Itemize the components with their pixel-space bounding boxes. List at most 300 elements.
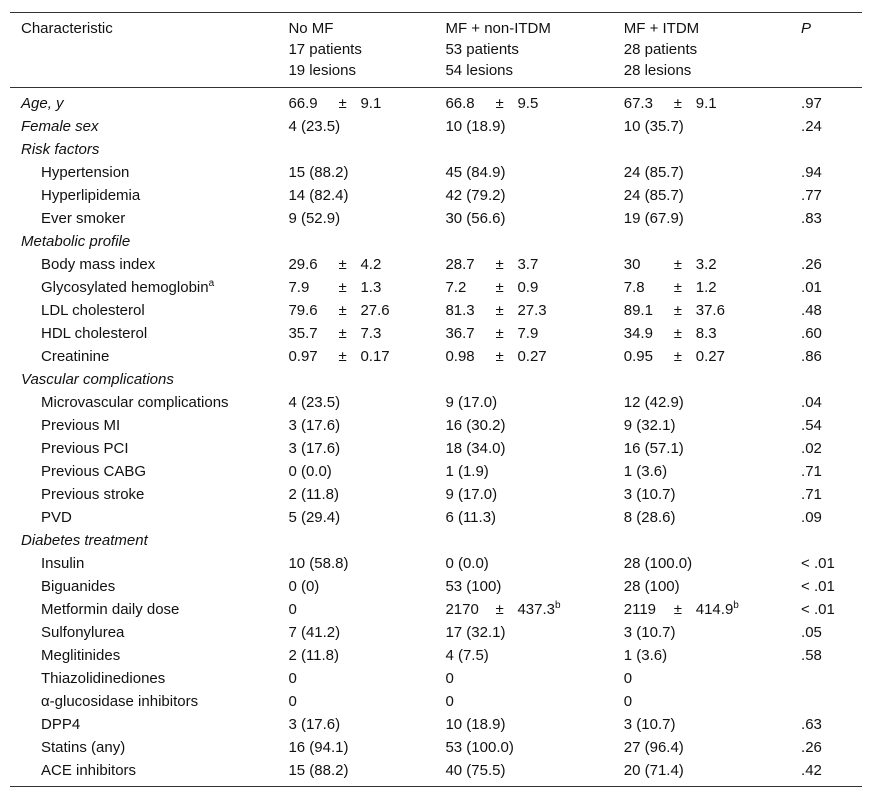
sd-value: 414.9: [695, 601, 734, 618]
value-cell: 3 (17.6): [288, 716, 341, 733]
mean-sd-value: [445, 92, 538, 115]
mean-value: 81.3: [445, 302, 475, 319]
value-cell: [434, 253, 612, 276]
label-text: Risk factors: [21, 141, 100, 158]
value-cell: 3 (10.7): [623, 716, 676, 733]
group-name: MF + ITDM: [623, 20, 700, 37]
table-row: [10, 345, 862, 368]
row-label: [10, 276, 277, 299]
p-value-cell: [790, 690, 862, 713]
sd-value: 9.1: [695, 95, 717, 112]
table-row: [10, 621, 862, 644]
value-cell: [613, 230, 790, 253]
label-text: Biguanides: [41, 578, 116, 595]
value-cell: [434, 230, 612, 253]
value-cell: [613, 529, 790, 552]
mean-sd-value: [624, 598, 739, 621]
sd-value: 27.3: [517, 302, 547, 319]
label-text: Age, y: [21, 95, 64, 112]
table-row: [10, 736, 862, 759]
row-label: [10, 207, 277, 230]
row-label: [10, 299, 277, 322]
value-cell: [434, 529, 612, 552]
value-cell: 27 (96.4): [623, 739, 684, 756]
mean-sd-value: [624, 253, 717, 276]
row-label: [10, 253, 277, 276]
value-cell: 0: [288, 670, 297, 687]
value-cell: [613, 276, 790, 299]
group-name: MF + non-ITDM: [445, 20, 551, 37]
table-row: [10, 598, 862, 621]
value-cell: [277, 230, 434, 253]
p-value-cell: .26: [801, 739, 822, 756]
table-row: [10, 690, 862, 713]
footnote-marker: b: [733, 600, 739, 611]
p-value-cell: < .01: [801, 555, 835, 572]
plus-minus-symbol: ±: [338, 279, 347, 296]
label-text: Previous CABG: [41, 463, 147, 480]
p-value-cell: .58: [801, 647, 822, 664]
sd-value: 8.3: [695, 325, 717, 342]
row-label: [10, 575, 277, 598]
mean-value: 36.7: [445, 325, 475, 342]
header-group-no-mf: [277, 13, 434, 88]
value-cell: 0: [445, 693, 454, 710]
plus-minus-symbol: ±: [673, 302, 682, 319]
row-label: [10, 460, 277, 483]
value-cell: 30 (56.6): [445, 210, 506, 227]
plus-minus-symbol: ±: [495, 325, 504, 342]
plus-minus-symbol: ±: [673, 601, 682, 618]
section-label: [10, 138, 277, 161]
label-text: Sulfonylurea: [41, 624, 125, 641]
value-cell: [277, 322, 434, 345]
label-text: PVD: [41, 509, 72, 526]
value-cell: 0: [445, 670, 454, 687]
mean-sd-value: [288, 92, 381, 115]
mean-sd-value: [288, 345, 389, 368]
value-cell: [613, 299, 790, 322]
p-value-cell: [790, 368, 862, 391]
table-row: [10, 667, 862, 690]
label-text: Diabetes treatment: [21, 532, 148, 549]
value-cell: 24 (85.7): [623, 187, 684, 204]
mean-value: 35.7: [288, 325, 318, 342]
value-cell: 9 (32.1): [623, 417, 676, 434]
label-text: ACE inhibitors: [41, 762, 137, 779]
row-label: [10, 667, 277, 690]
table-row: [10, 414, 862, 437]
mean-sd-value: [445, 253, 538, 276]
mean-value: 79.6: [288, 302, 318, 319]
value-cell: 3 (10.7): [623, 486, 676, 503]
mean-sd-value: [624, 276, 717, 299]
row-label: [10, 483, 277, 506]
row-label: [10, 713, 277, 736]
value-cell: 5 (29.4): [288, 509, 341, 526]
table-row: [10, 299, 862, 322]
value-cell: [613, 253, 790, 276]
table-row: [10, 483, 862, 506]
label-text: Previous stroke: [41, 486, 145, 503]
mean-value: 89.1: [623, 302, 653, 319]
value-cell: [434, 322, 612, 345]
table-row: [10, 184, 862, 207]
label-text: Statins (any): [41, 739, 126, 756]
mean-sd-value: [445, 276, 538, 299]
plus-minus-symbol: ±: [673, 325, 682, 342]
label-text: α-glucosidase inhibitors: [41, 693, 199, 710]
mean-sd-value: [445, 322, 538, 345]
value-cell: [434, 138, 612, 161]
value-cell: 15 (88.2): [288, 164, 349, 181]
p-value-cell: .05: [801, 624, 822, 641]
p-value-cell: .94: [801, 164, 822, 181]
section-label: [10, 88, 277, 116]
value-cell: 0 (0.0): [445, 555, 489, 572]
value-cell: 15 (88.2): [288, 762, 349, 779]
value-cell: 4 (23.5): [288, 118, 341, 135]
label-text: Hyperlipidemia: [41, 187, 141, 204]
value-cell: 6 (11.3): [445, 509, 497, 526]
value-cell: [277, 88, 434, 116]
mean-value: 34.9: [623, 325, 653, 342]
label-text: HDL cholesterol: [41, 325, 148, 342]
value-cell: 1 (3.6): [623, 647, 668, 664]
p-value-cell: [790, 138, 862, 161]
value-cell: [613, 345, 790, 368]
footnote-marker: b: [555, 600, 561, 611]
table-row: [10, 759, 862, 787]
p-value-cell: .04: [801, 394, 822, 411]
sd-value: 1.3: [360, 279, 382, 296]
sd-value: 7.3: [360, 325, 382, 342]
label-text: Microvascular complications: [41, 394, 229, 411]
plus-minus-symbol: ±: [495, 601, 504, 618]
plus-minus-symbol: ±: [673, 279, 682, 296]
value-cell: 2 (11.8): [288, 647, 340, 664]
p-value-cell: .63: [801, 716, 822, 733]
row-label: [10, 759, 277, 787]
value-cell: [434, 276, 612, 299]
value-cell: 4 (7.5): [445, 647, 489, 664]
label-text: Metformin daily dose: [41, 601, 180, 618]
mean-sd-value: [445, 345, 546, 368]
table-row: [10, 506, 862, 529]
label-text: Female sex: [21, 118, 99, 135]
row-label: [10, 391, 277, 414]
value-cell: 42 (79.2): [445, 187, 506, 204]
value-cell: 10 (58.8): [288, 555, 349, 572]
value-cell: 1 (1.9): [445, 463, 489, 480]
plus-minus-symbol: ±: [495, 95, 504, 112]
value-cell: 16 (57.1): [623, 440, 684, 457]
header-group-mf-itdm: [613, 13, 790, 88]
plus-minus-symbol: ±: [338, 348, 347, 365]
row-label: [10, 161, 277, 184]
row-label: [10, 322, 277, 345]
sd-value: 9.1: [360, 95, 382, 112]
row-label: [10, 690, 277, 713]
value-cell: 3 (17.6): [288, 417, 341, 434]
footnote-marker: a: [208, 278, 215, 289]
table-row: [10, 276, 862, 299]
row-label: [10, 184, 277, 207]
sd-value: 3.2: [695, 256, 717, 273]
mean-sd-value: [445, 299, 546, 322]
mean-sd-value: [445, 598, 560, 621]
mean-sd-value: [288, 276, 381, 299]
p-value-cell: .77: [801, 187, 822, 204]
label-text: Thiazolidinediones: [41, 670, 166, 687]
value-cell: 20 (71.4): [623, 762, 684, 779]
table-row: [10, 460, 862, 483]
plus-minus-symbol: ±: [495, 302, 504, 319]
label-text: Previous MI: [41, 417, 121, 434]
table-body: [10, 88, 862, 787]
p-value-cell: .83: [801, 210, 822, 227]
plus-minus-symbol: ±: [495, 279, 504, 296]
group-lesions: 54 lesions: [445, 62, 513, 79]
row-label: [10, 736, 277, 759]
value-cell: [613, 88, 790, 116]
value-cell: [277, 529, 434, 552]
group-lesions: 19 lesions: [288, 62, 356, 79]
value-cell: 12 (42.9): [623, 394, 684, 411]
group-patients: 28 patients: [623, 41, 698, 58]
value-cell: 2 (11.8): [288, 486, 340, 503]
row-label: [10, 621, 277, 644]
header-p-value: P: [801, 20, 812, 37]
value-cell: [277, 368, 434, 391]
value-cell: 18 (34.0): [445, 440, 506, 457]
label-text: Ever smoker: [41, 210, 126, 227]
value-cell: 19 (67.9): [623, 210, 684, 227]
plus-minus-symbol: ±: [495, 256, 504, 273]
group-patients: 53 patients: [445, 41, 519, 58]
value-cell: [277, 299, 434, 322]
plus-minus-symbol: ±: [673, 256, 682, 273]
value-cell: [277, 345, 434, 368]
row-label: [10, 598, 277, 621]
table-row: [10, 529, 862, 552]
sd-value: 37.6: [695, 302, 725, 319]
value-cell: 17 (32.1): [445, 624, 506, 641]
mean-value: 29.6: [288, 256, 318, 273]
mean-sd-value: [624, 345, 725, 368]
header-characteristic: Characteristic: [21, 20, 113, 37]
sd-value: 9.5: [517, 95, 539, 112]
value-cell: [613, 322, 790, 345]
value-cell: 53 (100.0): [445, 739, 514, 756]
section-label: [10, 230, 277, 253]
mean-sd-value: [288, 322, 381, 345]
value-cell: 0: [623, 670, 633, 687]
p-value-cell: .24: [801, 118, 822, 135]
plus-minus-symbol: ±: [338, 95, 347, 112]
table-row: [10, 88, 862, 116]
value-cell: 9 (17.0): [445, 394, 498, 411]
mean-value: 2170: [445, 601, 479, 618]
value-cell: 9 (52.9): [288, 210, 341, 227]
label-text: DPP4: [41, 716, 81, 733]
value-cell: [434, 598, 612, 621]
label-text: Insulin: [41, 555, 85, 572]
value-cell: 1 (3.6): [623, 463, 668, 480]
value-cell: [277, 253, 434, 276]
table-row: [10, 253, 862, 276]
value-cell: [434, 299, 612, 322]
mean-value: 30: [623, 256, 641, 273]
value-cell: 4 (23.5): [288, 394, 341, 411]
value-cell: 10 (18.9): [445, 118, 506, 135]
label-text: Vascular complications: [21, 371, 174, 388]
label-text: Meglitinides: [41, 647, 121, 664]
table-row: [10, 138, 862, 161]
mean-sd-value: [624, 92, 717, 115]
section-label: [10, 529, 277, 552]
sd-value: 0.9: [517, 279, 539, 296]
table-row: [10, 322, 862, 345]
p-value-cell: .09: [801, 509, 822, 526]
mean-value: 7.2: [445, 279, 467, 296]
row-label: [10, 414, 277, 437]
sd-value: 7.9: [517, 325, 539, 342]
p-value-cell: .60: [801, 325, 822, 342]
header-row: [10, 13, 862, 88]
table-row: [10, 161, 862, 184]
p-value-cell: < .01: [801, 601, 835, 618]
sd-value: 0.27: [695, 348, 725, 365]
value-cell: 45 (84.9): [445, 164, 506, 181]
value-cell: [434, 88, 612, 116]
sd-value: 0.27: [517, 348, 547, 365]
p-value-cell: .54: [801, 417, 822, 434]
value-cell: 16 (94.1): [288, 739, 349, 756]
p-value-cell: .42: [801, 762, 822, 779]
value-cell: 0: [288, 601, 297, 618]
group-name: No MF: [288, 20, 334, 37]
label-text: Metabolic profile: [21, 233, 131, 250]
value-cell: 10 (35.7): [623, 118, 684, 135]
sd-value: 4.2: [360, 256, 382, 273]
table-row: [10, 230, 862, 253]
value-cell: 28 (100.0): [623, 555, 693, 572]
value-cell: 0 (0.0): [288, 463, 332, 480]
mean-value: 66.9: [288, 95, 318, 112]
value-cell: 0: [288, 693, 297, 710]
table-row: [10, 207, 862, 230]
plus-minus-symbol: ±: [338, 302, 347, 319]
sd-value: 3.7: [517, 256, 539, 273]
value-cell: [613, 368, 790, 391]
p-value-cell: [790, 230, 862, 253]
value-cell: 9 (17.0): [445, 486, 498, 503]
p-value-cell: .26: [801, 256, 822, 273]
value-cell: [434, 368, 612, 391]
sd-value: 27.6: [360, 302, 390, 319]
mean-value: 0.95: [623, 348, 653, 365]
p-value-cell: [790, 529, 862, 552]
label-text: Glycosylated hemoglobin: [41, 279, 209, 296]
table-header: [10, 13, 862, 88]
row-label: [10, 345, 277, 368]
mean-value: 2119: [623, 601, 657, 618]
table-row: [10, 391, 862, 414]
value-cell: 8 (28.6): [623, 509, 676, 526]
mean-value: 0.97: [288, 348, 318, 365]
value-cell: [613, 138, 790, 161]
value-cell: 16 (30.2): [445, 417, 506, 434]
plus-minus-symbol: ±: [673, 348, 682, 365]
mean-value: 0.98: [445, 348, 475, 365]
mean-value: 7.8: [623, 279, 645, 296]
mean-value: 28.7: [445, 256, 475, 273]
p-value-cell: .71: [801, 486, 822, 503]
label-text: Creatinine: [41, 348, 110, 365]
value-cell: 3 (10.7): [623, 624, 676, 641]
p-value-cell: .01: [801, 279, 822, 296]
mean-value: 66.8: [445, 95, 475, 112]
characteristics-table: [10, 12, 862, 787]
table-row: [10, 115, 862, 138]
mean-value: 67.3: [623, 95, 653, 112]
p-value-cell: .71: [801, 463, 822, 480]
plus-minus-symbol: ±: [338, 256, 347, 273]
table-row: [10, 437, 862, 460]
value-cell: 3 (17.6): [288, 440, 341, 457]
value-cell: 10 (18.9): [445, 716, 506, 733]
row-label: [10, 644, 277, 667]
value-cell: [613, 598, 790, 621]
mean-sd-value: [624, 322, 717, 345]
value-cell: 40 (75.5): [445, 762, 506, 779]
p-value-cell: .02: [801, 440, 822, 457]
value-cell: [277, 138, 434, 161]
section-label: [10, 115, 277, 138]
plus-minus-symbol: ±: [495, 348, 504, 365]
mean-value: 7.9: [288, 279, 310, 296]
value-cell: 14 (82.4): [288, 187, 349, 204]
table-row: [10, 644, 862, 667]
plus-minus-symbol: ±: [338, 325, 347, 342]
value-cell: 0: [623, 693, 633, 710]
table-row: [10, 575, 862, 598]
label-text: LDL cholesterol: [41, 302, 145, 319]
section-label: [10, 368, 277, 391]
value-cell: 7 (41.2): [288, 624, 341, 641]
sd-value: 0.17: [360, 348, 390, 365]
label-text: Previous PCI: [41, 440, 129, 457]
mean-sd-value: [288, 299, 389, 322]
value-cell: [277, 276, 434, 299]
sd-value: 437.3: [517, 601, 555, 618]
table-row: [10, 713, 862, 736]
table-row: [10, 368, 862, 391]
value-cell: [434, 345, 612, 368]
mean-sd-value: [624, 299, 725, 322]
label-text: Body mass index: [41, 256, 156, 273]
table-row: [10, 552, 862, 575]
row-label: [10, 552, 277, 575]
value-cell: 53 (100): [445, 578, 502, 595]
label-text: Hypertension: [41, 164, 130, 181]
row-label: [10, 437, 277, 460]
p-value-cell: .48: [801, 302, 822, 319]
p-value-cell: [790, 667, 862, 690]
group-lesions: 28 lesions: [623, 62, 692, 79]
table-container: [10, 12, 862, 787]
